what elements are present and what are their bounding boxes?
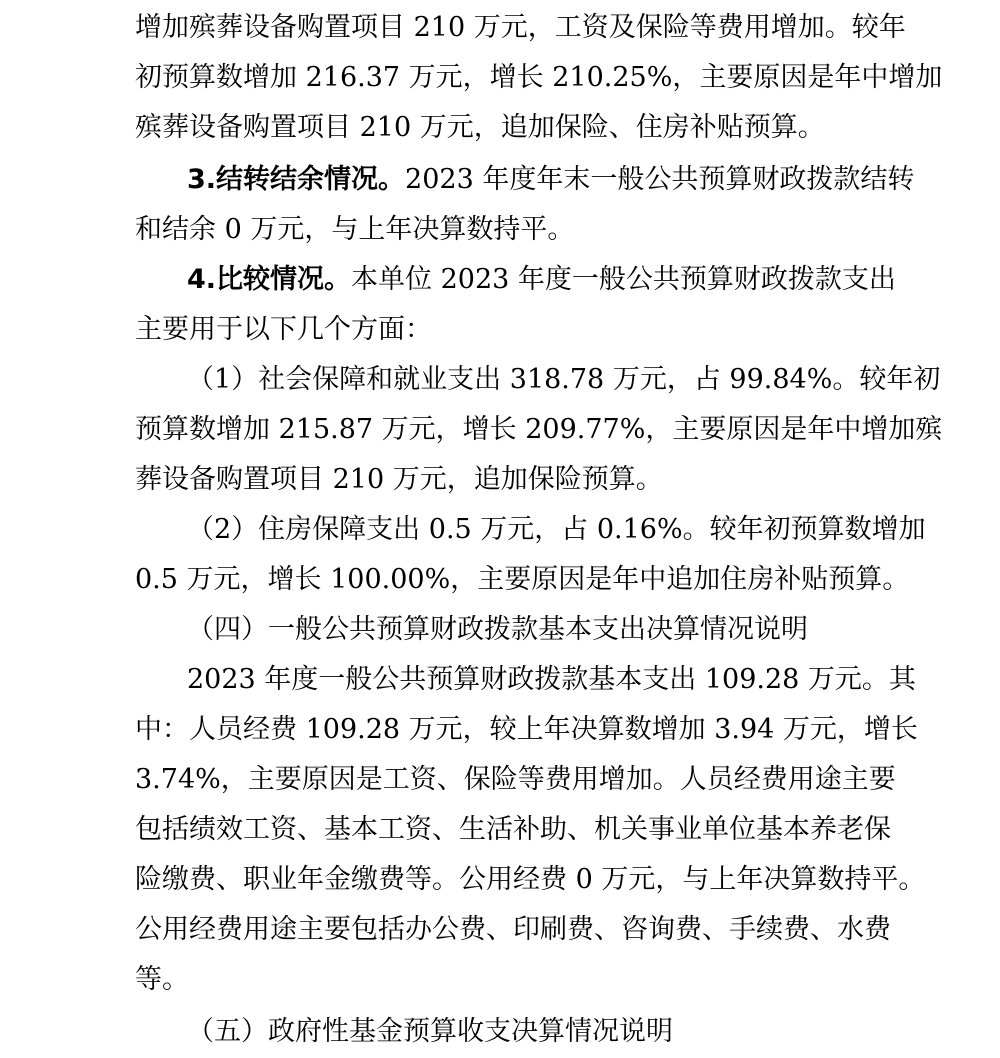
paragraph-line: 初预算数增加 216.37 万元，增长 210.25%，主要原因是年中增加 bbox=[135, 62, 943, 93]
section-four-line: 3.74%，主要原因是工资、保险等费用增加。人员经费用途主要 bbox=[135, 764, 896, 795]
section-4-line-2: 主要用于以下几个方面： bbox=[135, 314, 432, 345]
list-item-1-line: 预算数增加 215.87 万元，增长 209.77%，主要原因是年中增加殡 bbox=[135, 414, 943, 445]
section-four-line: 公用经费用途主要包括办公费、印刷费、咨询费、手续费、水费 bbox=[135, 914, 891, 945]
paragraph-line: 殡葬设备购置项目 210 万元，追加保险、住房补贴预算。 bbox=[135, 112, 825, 143]
list-item-1-line: （1）社会保障和就业支出 318.78 万元，占 99.84%。较年初 bbox=[187, 364, 941, 395]
list-item-2-line: 0.5 万元，增长 100.00%，主要原因是年中追加住房补贴预算。 bbox=[135, 564, 910, 595]
list-item-2-line: （2）住房保障支出 0.5 万元，占 0.16%。较年初预算数增加 bbox=[187, 514, 926, 545]
section-four-line: 包括绩效工资、基本工资、生活补助、机关事业单位基本养老保 bbox=[135, 814, 891, 845]
section-four-line: 等。 bbox=[135, 964, 189, 995]
section-4-text: 本单位 2023 年度一般公共预算财政拨款支出 bbox=[351, 264, 896, 295]
section-four-line: 2023 年度一般公共预算财政拨款基本支出 109.28 万元。其 bbox=[187, 664, 916, 695]
paragraph-line: 增加殡葬设备购置项目 210 万元，工资及保险等费用增加。较年 bbox=[135, 12, 906, 43]
section-3-text: 2023 年度年末一般公共预算财政拨款结转 bbox=[405, 164, 915, 195]
section-four-line: 中：人员经费 109.28 万元，较上年决算数增加 3.94 万元，增长 bbox=[135, 714, 918, 745]
section-4-line-1 bbox=[187, 255, 1000, 305]
section-3-heading: 3.结转结余情况。 bbox=[187, 164, 406, 195]
list-item-1-line: 葬设备购置项目 210 万元，追加保险预算。 bbox=[135, 464, 663, 495]
section-five-heading: （五）政府性基金预算收支决算情况说明 bbox=[187, 1016, 673, 1047]
section-3-line-1 bbox=[187, 155, 1000, 205]
section-four-line: 险缴费、职业年金缴费等。公用经费 0 万元，与上年决算数持平。 bbox=[135, 864, 926, 895]
section-4-heading: 4.比较情况。 bbox=[187, 264, 352, 295]
section-four-heading: （四）一般公共预算财政拨款基本支出决算情况说明 bbox=[187, 614, 808, 645]
section-3-line-2: 和结余 0 万元，与上年决算数持平。 bbox=[135, 214, 575, 245]
